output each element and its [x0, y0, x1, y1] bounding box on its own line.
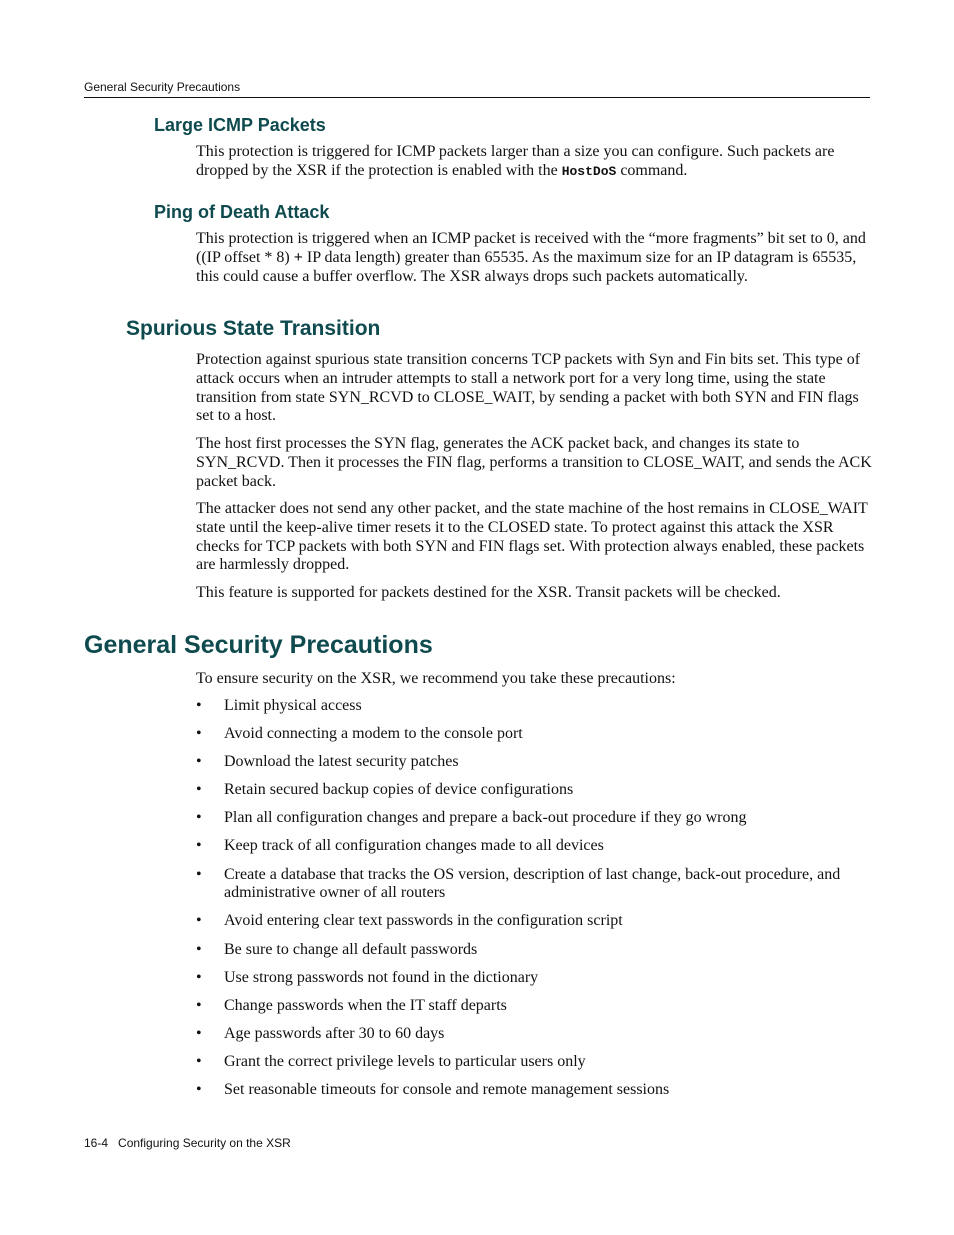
list-item-text: Set reasonable timeouts for console and remote management sessions [224, 1081, 670, 1099]
list-item [196, 997, 872, 1016]
heading-general-security-precautions: General Security Precautions [84, 631, 433, 659]
bullet-icon: • [196, 996, 202, 1014]
list-item [196, 753, 872, 772]
heading-large-icmp: Large ICMP Packets [154, 115, 326, 135]
list-item [196, 725, 872, 744]
list-item [196, 941, 872, 960]
list-item-text: Download the latest security patches [224, 753, 459, 771]
bullet-icon: • [196, 1024, 202, 1042]
bullet-icon: • [196, 753, 202, 771]
paragraph-ping-of-death [196, 230, 872, 286]
list-item-text: Avoid entering clear text passwords in the configuration script [224, 912, 623, 930]
header-rule [84, 97, 870, 98]
paragraph-large-icmp [196, 143, 872, 182]
list-item-text: Be sure to change all default passwords [224, 940, 478, 958]
list-item [196, 837, 872, 856]
page-number: 16-4 [84, 1136, 109, 1150]
bullet-icon: • [196, 725, 202, 743]
bullet-icon: • [196, 809, 202, 827]
page-footer [84, 1136, 291, 1150]
text-fragment: This protection is triggered when an ICMP packet is received with the “more fragments” bit set to 0, and ((IP offset * 8) [196, 230, 866, 266]
running-header: General Security Precautions [84, 80, 241, 94]
paragraph-spurious-3: The attacker does not send any other packet, and the state machine of the host remains in CLOSE_WAIT state until the keep-alive timer resets it to the CLOSED state. To protect against this attack the XSR checks for TCP packets with both SYN and FIN flags set. With protection always enabled, these packets are harmlessly dropped. [196, 500, 868, 574]
text-fragment: command. [616, 161, 688, 179]
list-item [196, 1025, 872, 1044]
heading-spurious-state-transition: Spurious State Transition [126, 317, 381, 340]
bullet-icon: • [196, 865, 202, 883]
heading-ping-of-death: Ping of Death Attack [154, 202, 330, 222]
list-item-text: Plan all configuration changes and prepare a back-out procedure if they go wrong [224, 809, 747, 827]
paragraph-precautions-intro: To ensure security on the XSR, we recommend you take these precautions: [196, 670, 676, 687]
bullet-icon: • [196, 968, 202, 986]
list-item [196, 1081, 872, 1100]
chapter-title: Configuring Security on the XSR [118, 1136, 291, 1150]
list-item [196, 969, 872, 988]
paragraph-spurious-4: This feature is supported for packets destined for the XSR. Transit packets will be checked. [196, 584, 781, 601]
list-item-text: Retain secured backup copies of device configurations [224, 781, 574, 799]
bullet-icon: • [196, 1081, 202, 1099]
list-item [196, 781, 872, 800]
list-item-text: Keep track of all configuration changes made to all devices [224, 837, 604, 855]
list-item-text: Create a database that tracks the OS version, description of last change, back-out procedure, and administrative owner of all routers [224, 865, 841, 902]
list-item [196, 866, 872, 904]
bullet-icon: • [196, 940, 202, 958]
bullet-icon: • [196, 697, 202, 714]
bullet-icon: • [196, 912, 202, 930]
paragraph-spurious-2: The host first processes the SYN flag, generates the ACK packet back, and changes its state to SYN_RCVD. Then it processes the FIN flag, performs a transition to CLOSE_WAIT, and sends the ACK packet back. [196, 435, 872, 490]
plus-sign: + [293, 248, 303, 266]
command-hostdos: HostDoS [561, 163, 617, 179]
bullet-icon: • [196, 1052, 202, 1070]
list-item [196, 912, 872, 931]
paragraph-spurious-1: Protection against spurious state transition concerns TCP packets with Syn and Fin bits set. This type of attack occurs when an intruder attempts to stall a network port for a very long time, using the state transition from state SYN_RCVD to CLOSE_WAIT, by sending a packet with both SYN and FIN flags set to a host. [196, 351, 861, 425]
list-item [196, 697, 872, 716]
text-fragment: This protection is triggered for ICMP packets larger than a size you can configure. Such packets are dropped by the XSR if the protection is enabled with the [196, 143, 835, 179]
bullet-icon: • [196, 781, 202, 799]
list-item-text: Change passwords when the IT staff departs [224, 996, 507, 1014]
list-item-text: Limit physical access [224, 697, 362, 714]
bullet-icon: • [196, 837, 202, 855]
list-item [196, 1053, 872, 1072]
text-fragment: IP data length) greater than 65535. As the maximum size for an IP datagram is 65535, this could cause a buffer overflow. The XSR always drops such packets automatically. [196, 248, 857, 285]
list-item-text: Grant the correct privilege levels to particular users only [224, 1052, 586, 1070]
list-item-text: Age passwords after 30 to 60 days [224, 1024, 445, 1042]
precautions-list [196, 697, 872, 1109]
list-item-text: Use strong passwords not found in the dictionary [224, 968, 539, 986]
list-item [196, 809, 872, 828]
list-item-text: Avoid connecting a modem to the console port [224, 725, 523, 743]
